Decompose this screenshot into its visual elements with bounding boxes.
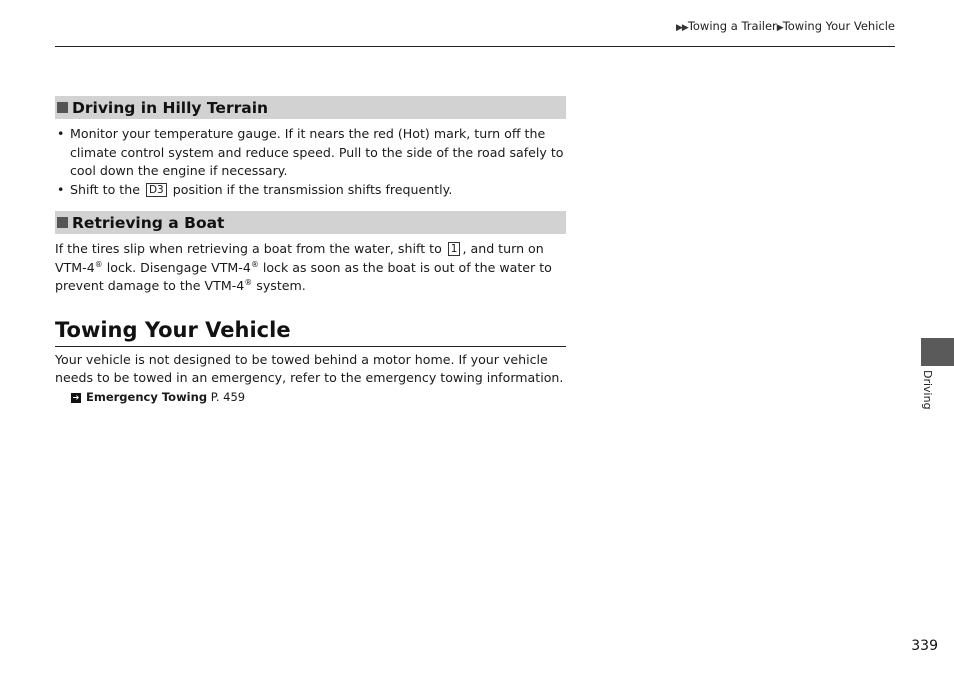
gear-d3-key-icon: D3 (146, 183, 167, 197)
triangle-icon: ▶ (776, 23, 783, 33)
registered-mark: ® (244, 277, 253, 287)
header-rule (55, 46, 895, 47)
xref-page[interactable]: P. 459 (210, 389, 246, 404)
reference-arrow-icon: ➔ (72, 392, 80, 402)
section-title: Retrieving a Boat (72, 213, 225, 232)
square-bullet-icon (57, 102, 68, 113)
section-header-boat (55, 211, 566, 234)
chapter-tab[interactable] (921, 338, 954, 366)
list-item: • Shift to the D3 position if the transmission shifts frequently. (55, 181, 566, 200)
breadcrumb-towing-vehicle[interactable]: Towing Your Vehicle (782, 19, 895, 33)
page-number: 339 (911, 638, 938, 654)
page-title: Towing Your Vehicle (55, 318, 566, 347)
square-bullet-icon (57, 217, 68, 228)
section-title: Driving in Hilly Terrain (72, 98, 269, 117)
breadcrumb-towing-trailer[interactable]: Towing a Trailer (687, 19, 777, 33)
chapter-tab-label: Driving (921, 370, 934, 410)
towing-paragraph: Your vehicle is not designed to be towed behind a motor home. If your vehicle needs to be towed in an emergency, refer to the emergency towing information. (55, 351, 564, 385)
cross-reference-link[interactable] (71, 389, 566, 405)
bullet-list (55, 125, 566, 199)
main-content (55, 96, 566, 405)
gear-1-key-icon: 1 (448, 242, 461, 256)
boat-paragraph: If the tires slip when retrieving a boat from the water, shift to 1 , and turn on VTM-4® lock. Disengage VTM-4® lock as soon as the boat is out of the water to prevent damage to the VTM-4® system. (55, 241, 552, 293)
list-item: • Monitor your temperature gauge. If it nears the red (Hot) mark, turn off the climate control system and reduce speed. Pull to the side of the road safely to cool down the engine if necessary. (55, 125, 566, 181)
section-header-hilly (55, 96, 566, 119)
registered-mark: ® (250, 259, 259, 269)
double-triangle-icon: ▶▶ (675, 23, 688, 33)
registered-mark: ® (94, 259, 103, 269)
breadcrumb (676, 19, 895, 33)
xref-label[interactable]: Emergency Towing (86, 389, 208, 404)
